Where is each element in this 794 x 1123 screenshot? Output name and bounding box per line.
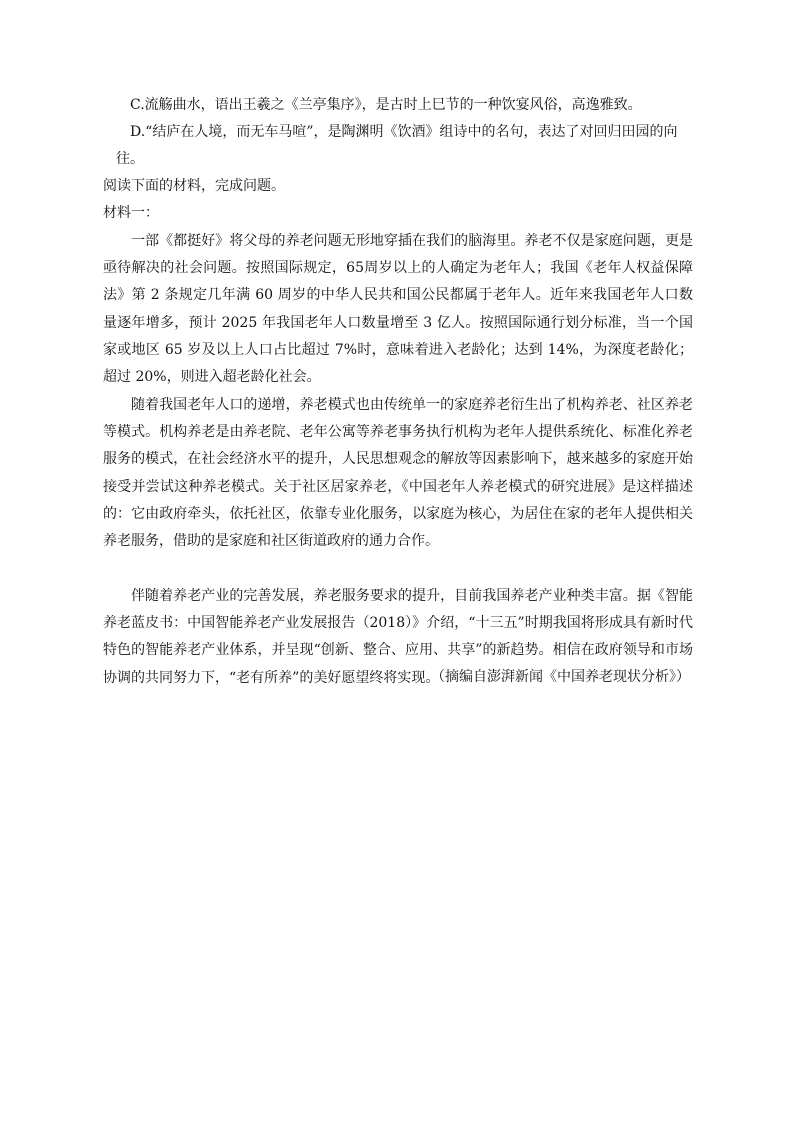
paragraph-3: 伴随着养老产业的完善发展，养老服务要求的提升，目前我国养老产业种类丰富。据《智能养老蓝皮书：中国智能养老产业发展报告（2018）》介绍，“十三五”时期我国将形成具有新时代特色的智能养老产业体系，并呈现“创新、整合、应用、共享”的新趋势。相信在政府领导和市场协调的共同努力下，“老有所养”的美好愿望终将实现。: [103, 588, 693, 686]
option-d-continuation: 往。: [116, 151, 144, 167]
option-c: C.流觞曲水，语出王羲之《兰亭集序》，是古时上巳节的一种饮宴风俗，高逸雅致。: [130, 97, 642, 113]
option-d: D.“结庐在人境，而无车马喧”，是陶渊明《饮酒》组诗中的名句，表达了对回归田园的向: [130, 124, 678, 140]
material-label: 材料一：: [103, 205, 159, 221]
reading-instruction: 阅读下面的材料，完成问题。: [103, 178, 285, 194]
paragraph-2: 随着我国老年人口的递增，养老模式也由传统单一的家庭养老衍生出了机构养老、社区养老等模式。机构养老是由养老院、老年公寓等养老事务执行机构为老年人提供系统化、标准化养老服务的模式，在社会经济水平的提升，人民思想观念的解放等因素影响下，越来越多的家庭开始接受并尝试这种养老模式。关于社区居家养老，《中国老年人养老模式的研究进展》是这样描述的：它由政府牵头，依托社区，依靠专业化服务，以家庭为核心，为居住在家的老年人提供相关养老服务，借助的是家庭和社区街道政府的通力合作。: [103, 397, 693, 550]
paragraph-1: 一部《都挺好》将父母的养老问题无形地穿插在我们的脑海里。养老不仅是家庭问题，更是亟待解决的社会问题。按照国际规定，65周岁以上的人确定为老年人；我国《老年人权益保障法》第 2 条规定几年满 60 周岁的中华人民共和国公民都属于老年人。近年来我国老年人口数量逐年增多，预计 2025 年我国老年人口数量增至 3 亿人。按照国际通行划分标准，当一个国家或地区 65 岁及以上人口占比超过 7%时，意味着进入老龄化；达到 14%，为深度老龄化；超过 20%，则进入超老龄化社会。: [103, 233, 693, 386]
source-citation: （摘编自澎湃新闻《中国养老现状分析》）: [431, 669, 690, 685]
